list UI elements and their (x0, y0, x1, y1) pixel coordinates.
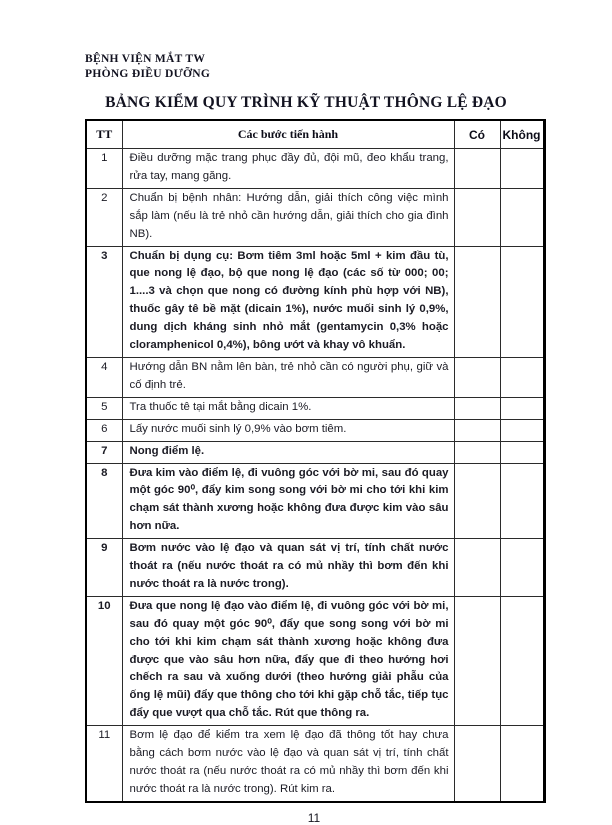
step-text-cell: Lấy nước muối sinh lý 0,9% vào bơm tiêm. (122, 419, 454, 441)
step-number-cell: 6 (86, 419, 122, 441)
no-cell (500, 539, 544, 597)
step-number-cell: 4 (86, 357, 122, 397)
step-text-cell: Đưa que nong lệ đạo vào điểm lệ, đi vuông góc với bờ mi, sau đó quay một góc 90⁰, đẩy que song song với bờ mi cho tới khi kim chạm sát thành xương hoặc không đưa được que vào sâu hơn nữa, đẩy que đi theo hướng hơi chếch ra sau và xuống dưới (theo hướng giải phẫu của ống lệ mũi) đẩy que thông cho tới khi gặp chỗ tắc, tiếp tục đẩy que vượt qua chỗ tắc. Rút que thông ra. (122, 596, 454, 725)
yes-cell (454, 419, 500, 441)
no-cell (500, 726, 544, 802)
step-number-cell: 2 (86, 188, 122, 246)
yes-cell (454, 596, 500, 725)
step-number-cell: 11 (86, 726, 122, 802)
no-cell (500, 596, 544, 725)
yes-cell (454, 149, 500, 189)
document-title: BẢNG KIỂM QUY TRÌNH KỸ THUẬT THÔNG LỆ ĐẠO (105, 94, 507, 111)
table-row (86, 441, 544, 463)
org-name-line1: BỆNH VIỆN MẮT TW (85, 53, 206, 65)
step-number-cell: 1 (86, 149, 122, 189)
no-cell (500, 149, 544, 189)
step-text-cell: Chuẩn bị dụng cụ: Bơm tiêm 3ml hoặc 5ml + kim đầu tù, que nong lệ đạo, bộ que nong lệ đạo (các số từ 000; 00; 1....3 và chọn que nong có đường kính phù hợp với NB), thuốc gây tê bề mặt (dicain 1%), nước muối sinh lý 0,9%, dung dịch kháng sinh nhỏ mắt (gentamycin 0,3% hoặc cloramphenicol 0,4%), bông ướt và khay vô khuẩn. (122, 246, 454, 357)
col-header-tt: TT (86, 120, 122, 149)
table-row (86, 246, 544, 357)
step-text-cell: Đưa kim vào điểm lệ, đi vuông góc với bờ mi, sau đó quay một góc 90⁰, đẩy kim song song với bờ mi cho tới khi kim chạm sát thành xương hoặc không đưa được kim vào sâu hơn nữa. (122, 463, 454, 539)
step-text-cell: Điều dưỡng mặc trang phục đầy đủ, đội mũ, đeo khẩu trang, rửa tay, mang găng. (122, 149, 454, 189)
table-row (86, 419, 544, 441)
checklist-body (86, 149, 544, 802)
header-row (86, 120, 544, 149)
step-number-cell: 10 (86, 596, 122, 725)
yes-cell (454, 188, 500, 246)
org-header (0, 0, 612, 82)
table-row (86, 539, 544, 597)
no-cell (500, 463, 544, 539)
table-row (86, 188, 544, 246)
step-text-cell: Hướng dẫn BN nằm lên bàn, trẻ nhỏ cần có người phụ, giữ và cố định trẻ. (122, 357, 454, 397)
yes-cell (454, 397, 500, 419)
no-cell (500, 188, 544, 246)
step-text-cell: Tra thuốc tê tại mắt bằng dicain 1%. (122, 397, 454, 419)
step-number-cell: 5 (86, 397, 122, 419)
org-name-line2: PHÒNG ĐIỀU DƯỠNG (85, 68, 211, 80)
step-text-cell: Nong điểm lệ. (122, 441, 454, 463)
yes-cell (454, 463, 500, 539)
table-row (86, 149, 544, 189)
table-row (86, 397, 544, 419)
no-cell (500, 357, 544, 397)
step-number-cell: 7 (86, 441, 122, 463)
no-cell (500, 441, 544, 463)
step-number-cell: 8 (86, 463, 122, 539)
col-header-steps: Các bước tiến hành (122, 120, 454, 149)
step-number-cell: 3 (86, 246, 122, 357)
table-row (86, 596, 544, 725)
table-row (86, 463, 544, 539)
step-number-cell: 9 (86, 539, 122, 597)
no-cell (500, 246, 544, 357)
yes-cell (454, 726, 500, 802)
col-header-no: Không (500, 120, 544, 149)
table-row (86, 357, 544, 397)
yes-cell (454, 357, 500, 397)
step-text-cell: Bơm lệ đạo để kiểm tra xem lệ đạo đã thông tốt hay chưa bằng cách bơm nước vào lệ đạo và quan sát vị trí, tính chất nước thoát ra (nếu nước thoát ra có mủ nhầy thì bơm đến khi nước thoát ra là nước trong). Rút kim ra. (122, 726, 454, 802)
yes-cell (454, 246, 500, 357)
yes-cell (454, 539, 500, 597)
no-cell (500, 397, 544, 419)
table-row (86, 726, 544, 802)
yes-cell (454, 441, 500, 463)
step-text-cell: Bơm nước vào lệ đạo và quan sát vị trí, tính chất nước thoát ra (nếu nước thoát ra có mủ nhầy thì bơm đến khi nước thoát ra là nước trong). (122, 539, 454, 597)
no-cell (500, 419, 544, 441)
checklist-table (85, 119, 546, 803)
step-text-cell: Chuẩn bị bệnh nhân: Hướng dẫn, giải thích công việc mình sắp làm (nếu là trẻ nhỏ cần hướng dẫn, giải thích cho gia đình NB). (122, 188, 454, 246)
page-number: 11 (307, 810, 321, 825)
col-header-yes: Có (454, 120, 500, 149)
